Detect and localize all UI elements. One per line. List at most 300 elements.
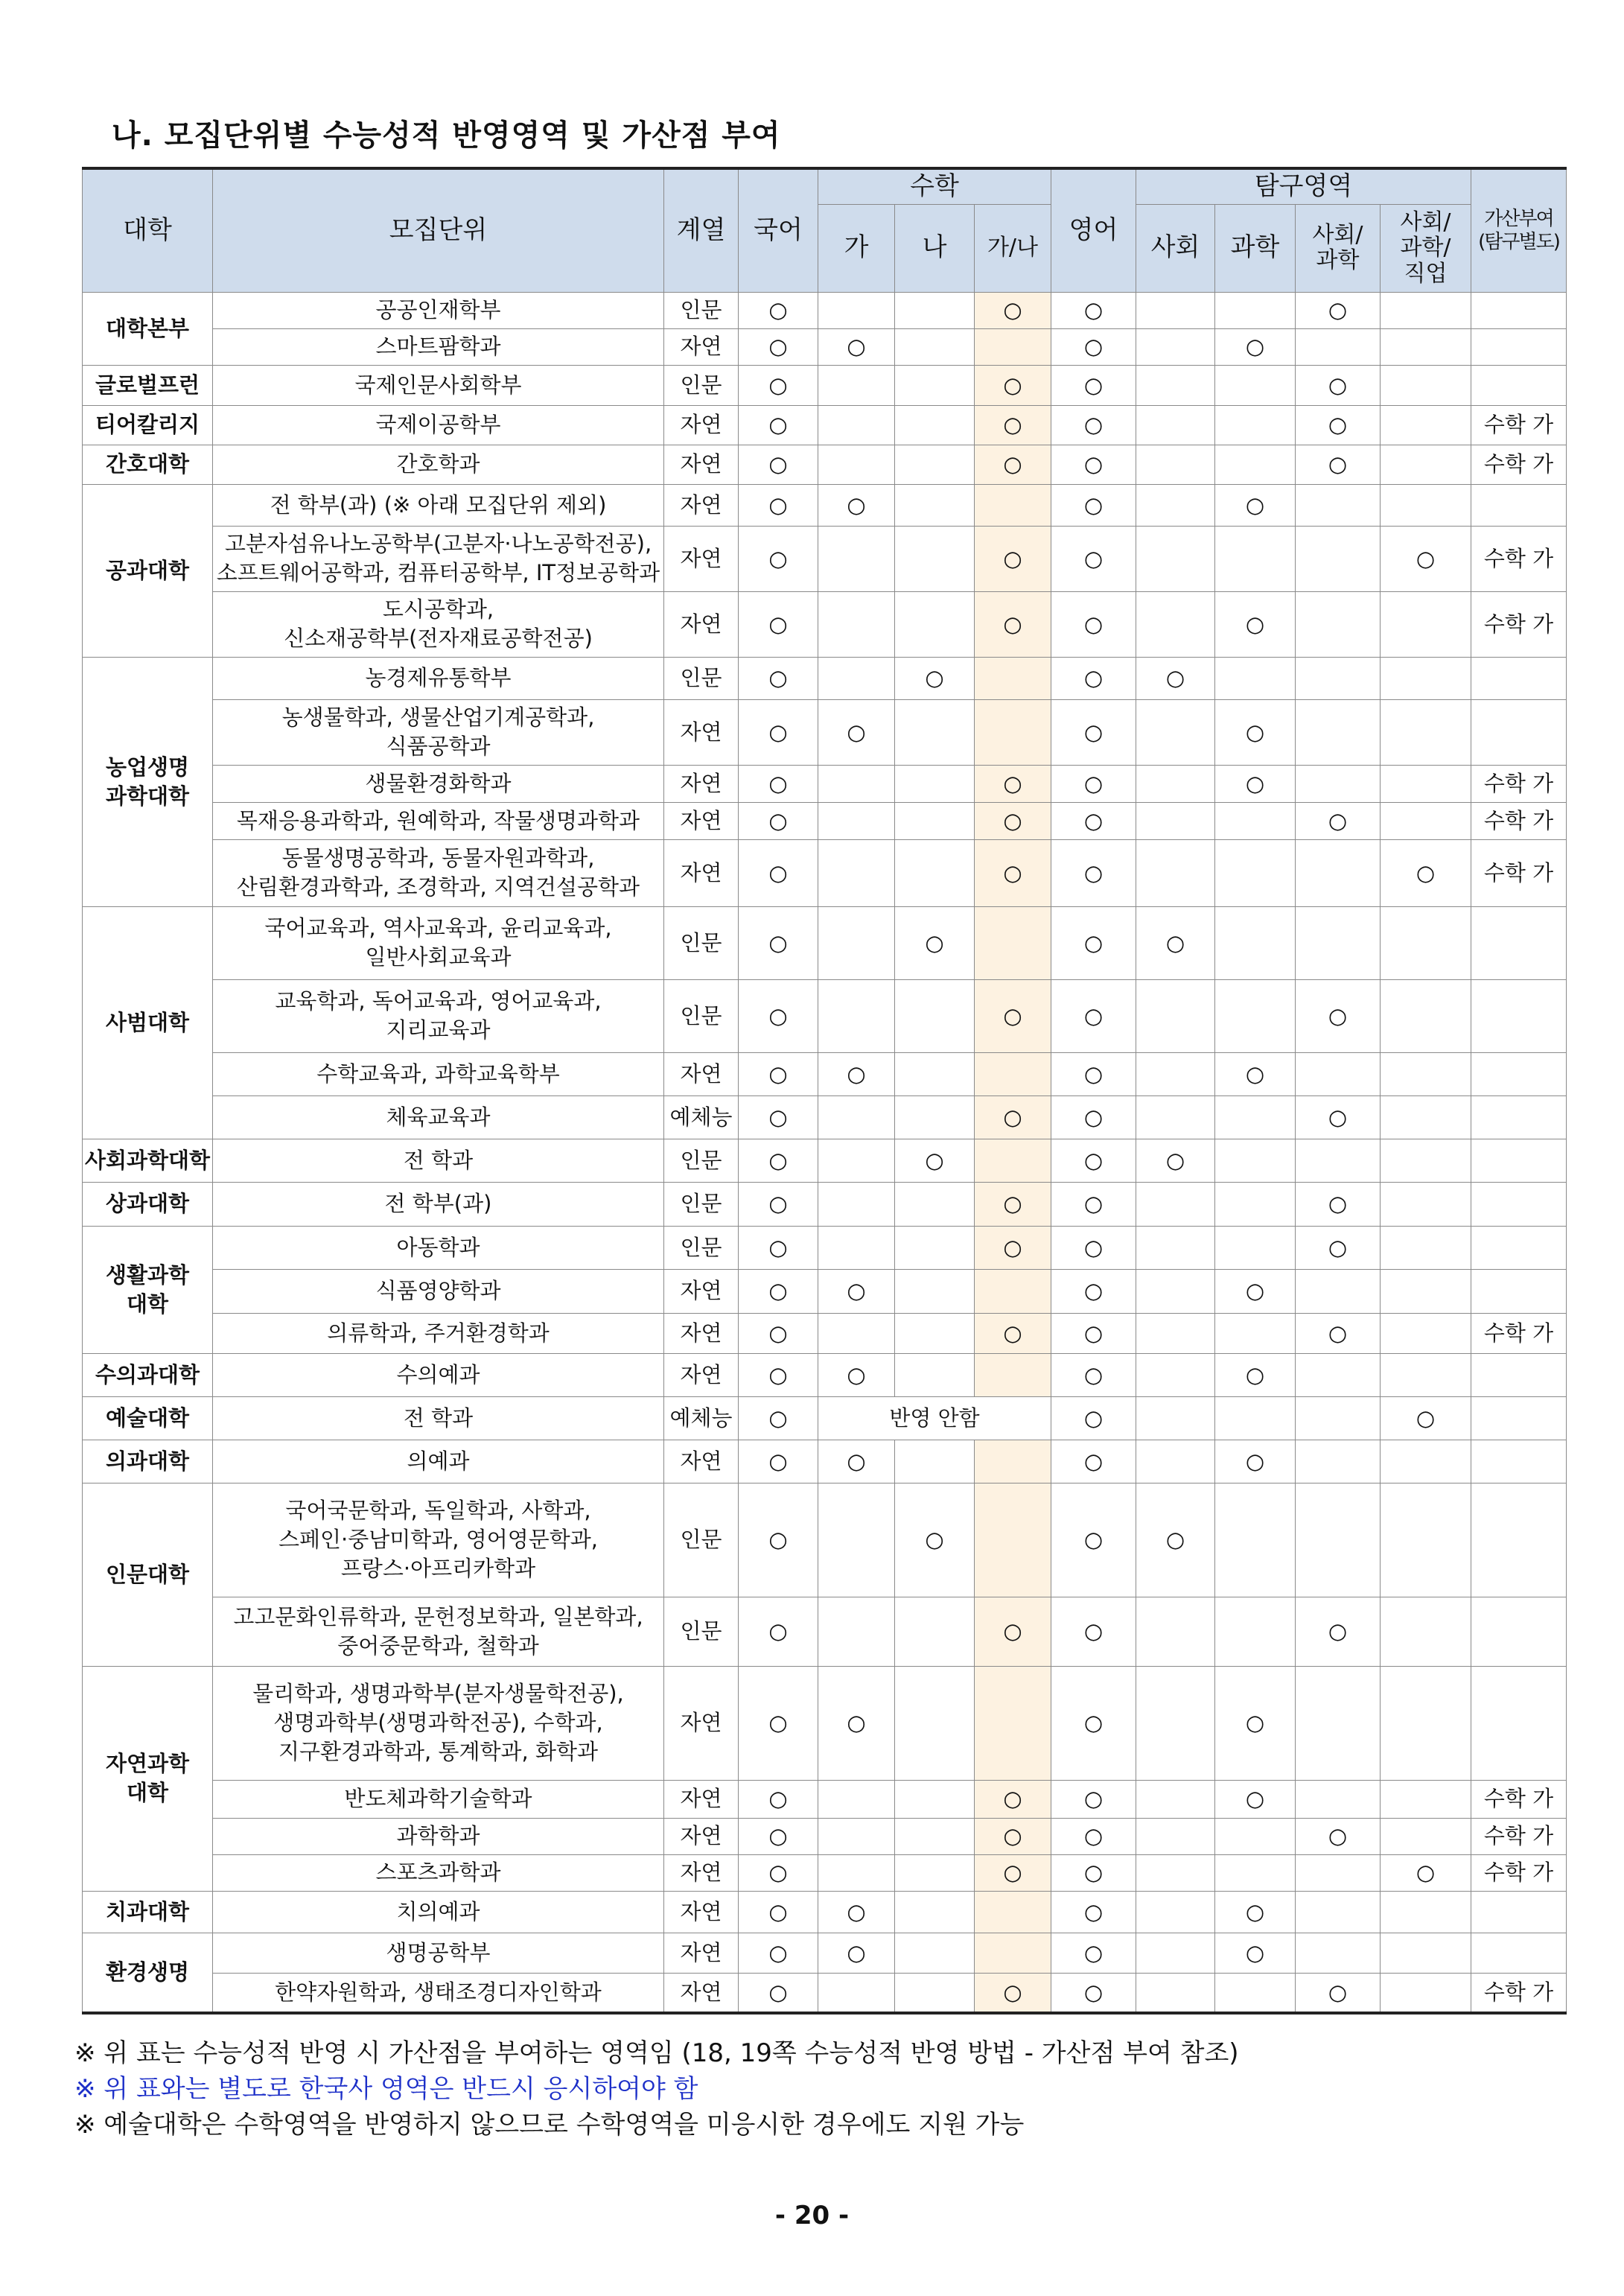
cell-soc-sci-job bbox=[1381, 405, 1471, 445]
cell-soc-sci-job bbox=[1381, 484, 1471, 526]
cell-bonus: 수학 가 bbox=[1471, 1973, 1567, 2013]
cell-university: 상과대학 bbox=[83, 1182, 213, 1226]
cell-soc-sci bbox=[1296, 765, 1381, 802]
cell-soc-sci: ○ bbox=[1296, 979, 1381, 1052]
cell-science: ○ bbox=[1215, 1052, 1296, 1095]
cell-english: ○ bbox=[1051, 526, 1136, 591]
cell-track: 인문 bbox=[664, 1139, 739, 1182]
cell-university: 대학본부 bbox=[83, 292, 213, 365]
cell-soc-sci-job bbox=[1381, 1052, 1471, 1095]
cell-unit: 간호학과 bbox=[213, 445, 664, 484]
cell-unit: 체육교육과 bbox=[213, 1095, 664, 1139]
cell-bonus bbox=[1471, 1353, 1567, 1396]
cell-bonus: 수학 가 bbox=[1471, 591, 1567, 657]
cell-track: 자연 bbox=[664, 1854, 739, 1891]
cell-math-na bbox=[895, 765, 975, 802]
cell-english: ○ bbox=[1051, 328, 1136, 365]
cell-bonus: 수학 가 bbox=[1471, 1818, 1567, 1854]
cell-english: ○ bbox=[1051, 1780, 1136, 1818]
cell-math-gana bbox=[975, 1353, 1051, 1396]
table-row bbox=[83, 1396, 1567, 1440]
cell-math-na bbox=[895, 1095, 975, 1139]
cell-bonus: 수학 가 bbox=[1471, 1854, 1567, 1891]
cell-bonus bbox=[1471, 1440, 1567, 1483]
cell-math-na bbox=[895, 1597, 975, 1666]
cell-math-ga bbox=[818, 1139, 895, 1182]
cell-english: ○ bbox=[1051, 1095, 1136, 1139]
table-row bbox=[83, 839, 1567, 906]
cell-math-na bbox=[895, 1313, 975, 1353]
cell-unit: 치의예과 bbox=[213, 1891, 664, 1933]
cell-bonus bbox=[1471, 1052, 1567, 1095]
cell-track: 자연 bbox=[664, 1666, 739, 1780]
cell-bonus bbox=[1471, 979, 1567, 1052]
cell-math-na bbox=[895, 484, 975, 526]
cell-unit: 수의예과 bbox=[213, 1353, 664, 1396]
cell-unit: 국어교육과, 역사교육과, 윤리교육과, 일반사회교육과 bbox=[213, 906, 664, 979]
cell-math-na bbox=[895, 526, 975, 591]
cell-math-ga: ○ bbox=[818, 1353, 895, 1396]
cell-bonus bbox=[1471, 1933, 1567, 1973]
cell-math-ga: ○ bbox=[818, 1891, 895, 1933]
cell-track: 인문 bbox=[664, 1483, 739, 1597]
table-row bbox=[83, 1973, 1567, 2013]
cell-social: ○ bbox=[1136, 1483, 1215, 1597]
cell-science bbox=[1215, 445, 1296, 484]
cell-math-ga bbox=[818, 1780, 895, 1818]
cell-math-gana: ○ bbox=[975, 1313, 1051, 1353]
cell-unit: 전 학부(과) bbox=[213, 1182, 664, 1226]
table-row bbox=[83, 699, 1567, 765]
cell-math-ga: ○ bbox=[818, 1666, 895, 1780]
cell-social bbox=[1136, 1095, 1215, 1139]
cell-soc-sci-job bbox=[1381, 1353, 1471, 1396]
cell-track: 인문 bbox=[664, 1182, 739, 1226]
cell-soc-sci-job bbox=[1381, 1095, 1471, 1139]
cell-social bbox=[1136, 802, 1215, 839]
cell-social bbox=[1136, 292, 1215, 328]
cell-soc-sci-job bbox=[1381, 1182, 1471, 1226]
cell-soc-sci bbox=[1296, 699, 1381, 765]
cell-math-ga bbox=[818, 1597, 895, 1666]
cell-science bbox=[1215, 906, 1296, 979]
cell-unit: 의류학과, 주거환경학과 bbox=[213, 1313, 664, 1353]
cell-bonus: 수학 가 bbox=[1471, 445, 1567, 484]
cell-english: ○ bbox=[1051, 1139, 1136, 1182]
cell-korean: ○ bbox=[739, 1313, 818, 1353]
cell-track: 자연 bbox=[664, 484, 739, 526]
cell-soc-sci: ○ bbox=[1296, 1095, 1381, 1139]
cell-english: ○ bbox=[1051, 445, 1136, 484]
header-math-gana: 가/나 bbox=[975, 204, 1051, 292]
note-2: ※ 위 표와는 별도로 한국사 영역은 반드시 응시하여야 함 bbox=[74, 2074, 698, 2104]
cell-math-na bbox=[895, 1818, 975, 1854]
cell-soc-sci-job bbox=[1381, 906, 1471, 979]
cell-soc-sci bbox=[1296, 591, 1381, 657]
cell-math-ga bbox=[818, 1313, 895, 1353]
cell-math-ga bbox=[818, 979, 895, 1052]
cell-soc-sci-job bbox=[1381, 1597, 1471, 1666]
cell-bonus bbox=[1471, 1666, 1567, 1780]
cell-korean: ○ bbox=[739, 979, 818, 1052]
header-english: 영어 bbox=[1051, 168, 1136, 292]
cell-korean: ○ bbox=[739, 1597, 818, 1666]
cell-science: ○ bbox=[1215, 1666, 1296, 1780]
cell-english: ○ bbox=[1051, 979, 1136, 1052]
table-row bbox=[83, 1854, 1567, 1891]
cell-university: 글로벌프런 bbox=[83, 365, 213, 405]
cell-unit: 국어국문학과, 독일학과, 사학과, 스페인·중남미학과, 영어영문학과, 프랑스·아프리카학과 bbox=[213, 1483, 664, 1597]
cell-university: 자연과학 대학 bbox=[83, 1666, 213, 1891]
cell-soc-sci bbox=[1296, 1780, 1381, 1818]
cell-social bbox=[1136, 1269, 1215, 1313]
cell-science: ○ bbox=[1215, 1353, 1296, 1396]
table-row bbox=[83, 1353, 1567, 1396]
cell-track: 자연 bbox=[664, 1818, 739, 1854]
cell-korean: ○ bbox=[739, 1818, 818, 1854]
cell-bonus: 수학 가 bbox=[1471, 526, 1567, 591]
cell-soc-sci-job: ○ bbox=[1381, 1854, 1471, 1891]
cell-soc-sci-job bbox=[1381, 802, 1471, 839]
cell-math-gana bbox=[975, 906, 1051, 979]
cell-unit: 전 학부(과) (※ 아래 모집단위 제외) bbox=[213, 484, 664, 526]
cell-math-ga bbox=[818, 445, 895, 484]
cell-korean: ○ bbox=[739, 1973, 818, 2013]
cell-korean: ○ bbox=[739, 765, 818, 802]
cell-soc-sci-job bbox=[1381, 765, 1471, 802]
cell-korean: ○ bbox=[739, 1139, 818, 1182]
cell-english: ○ bbox=[1051, 1226, 1136, 1269]
cell-track: 인문 bbox=[664, 657, 739, 699]
cell-soc-sci: ○ bbox=[1296, 445, 1381, 484]
cell-university: 예술대학 bbox=[83, 1396, 213, 1440]
cell-math-na bbox=[895, 1226, 975, 1269]
cell-english: ○ bbox=[1051, 1854, 1136, 1891]
cell-bonus: 수학 가 bbox=[1471, 1780, 1567, 1818]
cell-math-ga bbox=[818, 1095, 895, 1139]
cell-soc-sci: ○ bbox=[1296, 1182, 1381, 1226]
header-social: 사회 bbox=[1136, 204, 1215, 292]
cell-science: ○ bbox=[1215, 1440, 1296, 1483]
cell-bonus bbox=[1471, 1269, 1567, 1313]
cell-english: ○ bbox=[1051, 405, 1136, 445]
table-row bbox=[83, 1095, 1567, 1139]
cell-korean: ○ bbox=[739, 1269, 818, 1313]
cell-track: 자연 bbox=[664, 591, 739, 657]
cell-math-na bbox=[895, 1052, 975, 1095]
cell-unit: 농생물학과, 생물산업기계공학과, 식품공학과 bbox=[213, 699, 664, 765]
cell-math-gana: ○ bbox=[975, 365, 1051, 405]
cell-bonus bbox=[1471, 484, 1567, 526]
table-row bbox=[83, 365, 1567, 405]
cell-social bbox=[1136, 1973, 1215, 2013]
cell-track: 자연 bbox=[664, 1313, 739, 1353]
cell-unit: 목재응용과학과, 원예학과, 작물생명과학과 bbox=[213, 802, 664, 839]
cell-soc-sci-job bbox=[1381, 979, 1471, 1052]
cell-math-gana bbox=[975, 1483, 1051, 1597]
cell-social bbox=[1136, 1052, 1215, 1095]
cell-english: ○ bbox=[1051, 591, 1136, 657]
cell-korean: ○ bbox=[739, 365, 818, 405]
cell-korean: ○ bbox=[739, 1666, 818, 1780]
cell-soc-sci-job bbox=[1381, 445, 1471, 484]
header-science: 과학 bbox=[1215, 204, 1296, 292]
cell-math-na bbox=[895, 699, 975, 765]
cell-math-gana bbox=[975, 1052, 1051, 1095]
cell-math-ga bbox=[818, 591, 895, 657]
cell-math-na bbox=[895, 1666, 975, 1780]
cell-korean: ○ bbox=[739, 591, 818, 657]
cell-science bbox=[1215, 1226, 1296, 1269]
note-1: ※ 위 표는 수능성적 반영 시 가산점을 부여하는 영역임 (18, 19쪽 수능성적 반영 방법 - 가산점 부여 참조) bbox=[74, 2038, 1239, 2068]
cell-bonus: 수학 가 bbox=[1471, 405, 1567, 445]
cell-social bbox=[1136, 979, 1215, 1052]
cell-soc-sci: ○ bbox=[1296, 1313, 1381, 1353]
cell-math-gana: ○ bbox=[975, 1780, 1051, 1818]
cell-math-na bbox=[895, 1973, 975, 2013]
cell-math-na: ○ bbox=[895, 1483, 975, 1597]
cell-math-gana: ○ bbox=[975, 1226, 1051, 1269]
header-unit: 모집단위 bbox=[213, 168, 664, 292]
table-row bbox=[83, 1818, 1567, 1854]
cell-bonus bbox=[1471, 292, 1567, 328]
cell-soc-sci bbox=[1296, 328, 1381, 365]
cell-math-ga bbox=[818, 405, 895, 445]
cell-korean: ○ bbox=[739, 1440, 818, 1483]
table-row bbox=[83, 1933, 1567, 1973]
cell-english: ○ bbox=[1051, 802, 1136, 839]
cell-math-ga bbox=[818, 906, 895, 979]
cell-science bbox=[1215, 1597, 1296, 1666]
cell-bonus bbox=[1471, 1095, 1567, 1139]
cell-math-ga: ○ bbox=[818, 1933, 895, 1973]
cell-soc-sci bbox=[1296, 1396, 1381, 1440]
cell-english: ○ bbox=[1051, 765, 1136, 802]
cell-track: 자연 bbox=[664, 526, 739, 591]
cell-math-ga bbox=[818, 802, 895, 839]
cell-unit: 물리학과, 생명과학부(분자생물학전공), 생명과학부(생명과학전공), 수학과, 지구환경과학과, 통계학과, 화학과 bbox=[213, 1666, 664, 1780]
cell-math-gana: ○ bbox=[975, 1095, 1051, 1139]
cell-math-na bbox=[895, 1440, 975, 1483]
cell-korean: ○ bbox=[739, 1353, 818, 1396]
cell-korean: ○ bbox=[739, 1095, 818, 1139]
cell-social bbox=[1136, 1933, 1215, 1973]
cell-math-gana bbox=[975, 1139, 1051, 1182]
cell-math-ga: ○ bbox=[818, 1269, 895, 1313]
cell-science: ○ bbox=[1215, 484, 1296, 526]
cell-track: 자연 bbox=[664, 445, 739, 484]
cell-soc-sci-job bbox=[1381, 328, 1471, 365]
cell-math-ga bbox=[818, 1973, 895, 2013]
cell-unit: 교육학과, 독어교육과, 영어교육과, 지리교육과 bbox=[213, 979, 664, 1052]
cell-english: ○ bbox=[1051, 1396, 1136, 1440]
cell-korean: ○ bbox=[739, 1182, 818, 1226]
cell-math-gana: ○ bbox=[975, 526, 1051, 591]
cell-unit: 한약자원학과, 생태조경디자인학과 bbox=[213, 1973, 664, 2013]
cell-math-ga bbox=[818, 1226, 895, 1269]
cell-social bbox=[1136, 1780, 1215, 1818]
notes bbox=[74, 2035, 1239, 2143]
cell-university: 인문대학 bbox=[83, 1483, 213, 1666]
cell-science bbox=[1215, 1396, 1296, 1440]
cell-social bbox=[1136, 1818, 1215, 1854]
cell-math-gana: ○ bbox=[975, 979, 1051, 1052]
cell-soc-sci bbox=[1296, 1052, 1381, 1095]
cell-track: 인문 bbox=[664, 292, 739, 328]
cell-track: 자연 bbox=[664, 1440, 739, 1483]
cell-soc-sci-job: ○ bbox=[1381, 839, 1471, 906]
cell-english: ○ bbox=[1051, 1933, 1136, 1973]
cell-math-ga bbox=[818, 765, 895, 802]
cell-math-na bbox=[895, 1854, 975, 1891]
cell-bonus bbox=[1471, 657, 1567, 699]
cell-math-gana: ○ bbox=[975, 802, 1051, 839]
cell-bonus: 수학 가 bbox=[1471, 765, 1567, 802]
cell-korean: ○ bbox=[739, 1483, 818, 1597]
header-univ: 대학 bbox=[83, 168, 213, 292]
cell-korean: ○ bbox=[739, 839, 818, 906]
cell-math-ga: ○ bbox=[818, 699, 895, 765]
cell-science bbox=[1215, 1973, 1296, 2013]
cell-korean: ○ bbox=[739, 328, 818, 365]
cell-science bbox=[1215, 1313, 1296, 1353]
cell-soc-sci bbox=[1296, 1483, 1381, 1597]
cell-university: 간호대학 bbox=[83, 445, 213, 484]
cell-unit: 전 학과 bbox=[213, 1139, 664, 1182]
cell-math-na bbox=[895, 979, 975, 1052]
cell-korean: ○ bbox=[739, 1933, 818, 1973]
cell-soc-sci: ○ bbox=[1296, 365, 1381, 405]
cell-bonus bbox=[1471, 699, 1567, 765]
cell-university: 환경생명 bbox=[83, 1933, 213, 2013]
cell-university: 사회과학대학 bbox=[83, 1139, 213, 1182]
cell-track: 인문 bbox=[664, 1226, 739, 1269]
cell-math-gana: ○ bbox=[975, 1182, 1051, 1226]
cell-korean: ○ bbox=[739, 1396, 818, 1440]
cell-social: ○ bbox=[1136, 906, 1215, 979]
cell-soc-sci: ○ bbox=[1296, 1597, 1381, 1666]
cell-soc-sci-job bbox=[1381, 1269, 1471, 1313]
cell-math-ga: ○ bbox=[818, 1440, 895, 1483]
cell-soc-sci-job bbox=[1381, 1666, 1471, 1780]
table-row bbox=[83, 657, 1567, 699]
cell-science bbox=[1215, 292, 1296, 328]
cell-social bbox=[1136, 1891, 1215, 1933]
cell-soc-sci-job bbox=[1381, 1891, 1471, 1933]
cell-university: 생활과학 대학 bbox=[83, 1226, 213, 1353]
cell-math-na bbox=[895, 1269, 975, 1313]
page-number: - 20 - bbox=[774, 2201, 850, 2230]
cell-unit: 도시공학과, 신소재공학부(전자재료공학전공) bbox=[213, 591, 664, 657]
cell-science bbox=[1215, 657, 1296, 699]
cell-track: 자연 bbox=[664, 839, 739, 906]
cell-korean: ○ bbox=[739, 1891, 818, 1933]
cell-soc-sci-job bbox=[1381, 1226, 1471, 1269]
cell-korean: ○ bbox=[739, 292, 818, 328]
cell-social bbox=[1136, 405, 1215, 445]
table-body bbox=[83, 292, 1567, 2013]
cell-track: 인문 bbox=[664, 1597, 739, 1666]
cell-unit: 스마트팜학과 bbox=[213, 328, 664, 365]
cell-track: 예체능 bbox=[664, 1396, 739, 1440]
cell-unit: 생명공학부 bbox=[213, 1933, 664, 1973]
table-row bbox=[83, 1891, 1567, 1933]
cell-soc-sci bbox=[1296, 1891, 1381, 1933]
cell-science bbox=[1215, 1854, 1296, 1891]
cell-math-gana bbox=[975, 1891, 1051, 1933]
table-row bbox=[83, 328, 1567, 365]
cell-soc-sci-job bbox=[1381, 1973, 1471, 2013]
cell-bonus bbox=[1471, 1226, 1567, 1269]
cell-soc-sci: ○ bbox=[1296, 1226, 1381, 1269]
table-row bbox=[83, 1483, 1567, 1597]
cell-english: ○ bbox=[1051, 1182, 1136, 1226]
cell-track: 자연 bbox=[664, 765, 739, 802]
cell-bonus bbox=[1471, 1483, 1567, 1597]
header-inquiry: 탐구영역 bbox=[1136, 168, 1471, 204]
cell-university: 치과대학 bbox=[83, 1891, 213, 1933]
cell-english: ○ bbox=[1051, 365, 1136, 405]
cell-track: 인문 bbox=[664, 365, 739, 405]
cell-unit: 동물생명공학과, 동물자원과학과, 산림환경과학과, 조경학과, 지역건설공학과 bbox=[213, 839, 664, 906]
table-row bbox=[83, 802, 1567, 839]
cell-university: 티어칼리지 bbox=[83, 405, 213, 445]
cell-unit: 고분자섬유나노공학부(고분자·나노공학전공), 소프트웨어공학과, 컴퓨터공학부, IT정보공학과 bbox=[213, 526, 664, 591]
cell-social bbox=[1136, 839, 1215, 906]
cell-unit: 국제인문사회학부 bbox=[213, 365, 664, 405]
cell-english: ○ bbox=[1051, 1313, 1136, 1353]
cell-math-gana bbox=[975, 1269, 1051, 1313]
cell-track: 자연 bbox=[664, 1269, 739, 1313]
cell-math-na bbox=[895, 445, 975, 484]
table-row bbox=[83, 1597, 1567, 1666]
header-track: 계열 bbox=[664, 168, 739, 292]
cell-math-ga bbox=[818, 839, 895, 906]
cell-science bbox=[1215, 1139, 1296, 1182]
cell-soc-sci-job bbox=[1381, 292, 1471, 328]
cell-social bbox=[1136, 1353, 1215, 1396]
cell-science: ○ bbox=[1215, 1933, 1296, 1973]
table-row bbox=[83, 445, 1567, 484]
header-math-na: 나 bbox=[895, 204, 975, 292]
cell-soc-sci-job bbox=[1381, 1780, 1471, 1818]
cell-korean: ○ bbox=[739, 1854, 818, 1891]
cell-math-na bbox=[895, 1891, 975, 1933]
cell-math-gana bbox=[975, 1666, 1051, 1780]
cell-math-na bbox=[895, 591, 975, 657]
cell-track: 자연 bbox=[664, 699, 739, 765]
cell-social bbox=[1136, 1313, 1215, 1353]
cell-math-na bbox=[895, 1780, 975, 1818]
cell-social bbox=[1136, 1597, 1215, 1666]
cell-track: 자연 bbox=[664, 1353, 739, 1396]
cell-track: 인문 bbox=[664, 906, 739, 979]
cell-science bbox=[1215, 1095, 1296, 1139]
cell-soc-sci: ○ bbox=[1296, 405, 1381, 445]
cell-soc-sci-job bbox=[1381, 657, 1471, 699]
cell-unit: 국제이공학부 bbox=[213, 405, 664, 445]
cell-unit: 의예과 bbox=[213, 1440, 664, 1483]
cell-social bbox=[1136, 526, 1215, 591]
cell-social bbox=[1136, 365, 1215, 405]
cell-social bbox=[1136, 1854, 1215, 1891]
cell-science bbox=[1215, 839, 1296, 906]
cell-korean: ○ bbox=[739, 657, 818, 699]
cell-math-na bbox=[895, 1933, 975, 1973]
header-korean: 국어 bbox=[739, 168, 818, 292]
cell-korean: ○ bbox=[739, 699, 818, 765]
cell-track: 자연 bbox=[664, 1780, 739, 1818]
